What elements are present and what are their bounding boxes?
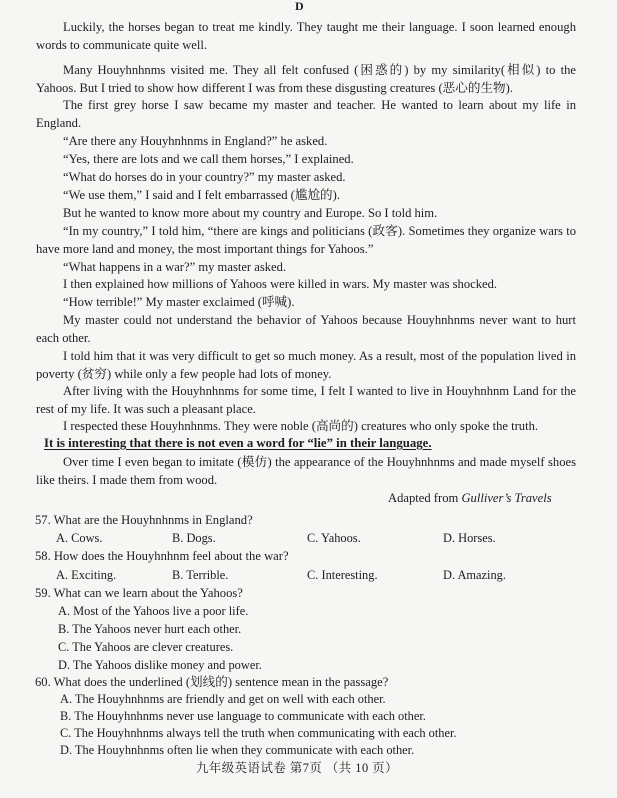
question-stem: 59. What can we learn about the Yahoos?	[35, 586, 243, 600]
source-prefix: Adapted from	[388, 491, 459, 505]
answer-option[interactable]: D. The Yahoos dislike money and power.	[58, 658, 262, 672]
passage-paragraph: “We use them,” I said and I felt embarrassed (尴尬的).	[63, 188, 340, 202]
source-title: Gulliver’s Travels	[461, 491, 552, 505]
passage-paragraph: Luckily, the horses began to treat me kindly. They taught me their language. I soon learned enough words to communicate quite well.	[36, 20, 576, 53]
passage-paragraph: “How terrible!” My master exclaimed (呼喊).	[63, 295, 295, 309]
passage-paragraph: “What happens in a war?” my master asked.	[63, 260, 287, 274]
passage-paragraph: I respected these Houyhnhnms. They were noble (高尚的) creatures who only spoke the truth.	[63, 419, 539, 433]
passage-paragraph: “What do horses do in your country?” my master asked.	[63, 170, 346, 184]
answer-option[interactable]: A. Cows.	[56, 531, 103, 545]
passage-source	[388, 489, 552, 507]
answer-option[interactable]: A. The Houyhnhnms are friendly and get on well with each other.	[60, 692, 386, 706]
question-stem: 57. What are the Houyhnhnms in England?	[35, 513, 253, 527]
section-label: D	[295, 0, 304, 13]
answer-option[interactable]: D. Amazing.	[443, 568, 506, 582]
passage-paragraph: “Yes, there are lots and we call them horses,” I explained.	[63, 152, 354, 166]
answer-option[interactable]: C. Interesting.	[307, 568, 378, 582]
passage-paragraph: I told him that it was very difficult to get so much money. As a result, most of the population lived in poverty (贫穷) while only a few people had lots of money.	[36, 349, 576, 382]
answer-option[interactable]: C. Yahoos.	[307, 531, 361, 545]
answer-option[interactable]: A. Most of the Yahoos live a poor life.	[58, 604, 249, 618]
passage-paragraph: After living with the Houyhnhnms for some time, I felt I wanted to live in Houyhnhnm Land for the rest of my life. It was such a pleasant place.	[36, 384, 576, 417]
passage-paragraph: Many Houyhnhnms visited me. They all felt confused (困惑的) by my similarity(相似) to the Yahoos. But I tried to show how different I was from these disgusting creatures (恶心的生物).	[36, 63, 576, 96]
answer-option[interactable]: B. Terrible.	[172, 568, 229, 582]
passage-paragraph: Over time I even began to imitate (模仿) the appearance of the Houyhnhnms and made myself shoes like theirs. I made them from wood.	[36, 455, 576, 488]
answer-option[interactable]: B. Dogs.	[172, 531, 216, 545]
question-stem: 58. How does the Houyhnhnm feel about the war?	[35, 549, 289, 563]
passage-paragraph: I then explained how millions of Yahoos were killed in wars. My master was shocked.	[63, 277, 498, 291]
question-stem: 60. What does the underlined (划线的) sentence mean in the passage?	[35, 675, 389, 689]
answer-option[interactable]: D. Horses.	[443, 531, 496, 545]
answer-option[interactable]: A. Exciting.	[56, 568, 117, 582]
passage-paragraph: The first grey horse I saw became my master and teacher. He wanted to learn about my life in England.	[36, 98, 576, 131]
answer-option[interactable]: B. The Yahoos never hurt each other.	[58, 622, 242, 636]
passage-paragraph: “In my country,” I told him, “there are kings and politicians (政客). Sometimes they organize wars to have more land and money, the most important things for Yahoos.”	[36, 224, 576, 257]
passage-paragraph: But he wanted to know more about my country and Europe. So I told him.	[63, 206, 438, 220]
answer-option[interactable]: B. The Houyhnhnms never use language to communicate with each other.	[60, 709, 426, 723]
underlined-sentence: It is interesting that there is not even a word for “lie” in their language.	[44, 436, 432, 450]
passage-paragraph: “Are there any Houyhnhnms in England?” he asked.	[63, 134, 328, 148]
answer-option[interactable]: C. The Yahoos are clever creatures.	[58, 640, 234, 654]
answer-option[interactable]: D. The Houyhnhnms often lie when they communicate with each other.	[60, 743, 415, 757]
answer-option[interactable]: C. The Houyhnhnms always tell the truth when communicating with each other.	[60, 726, 457, 740]
page-footer: 九年级英语试卷 第7页 （共 10 页）	[196, 761, 399, 775]
passage-paragraph: My master could not understand the behavior of Yahoos because Houyhnhnms never want to hurt each other.	[36, 313, 576, 346]
